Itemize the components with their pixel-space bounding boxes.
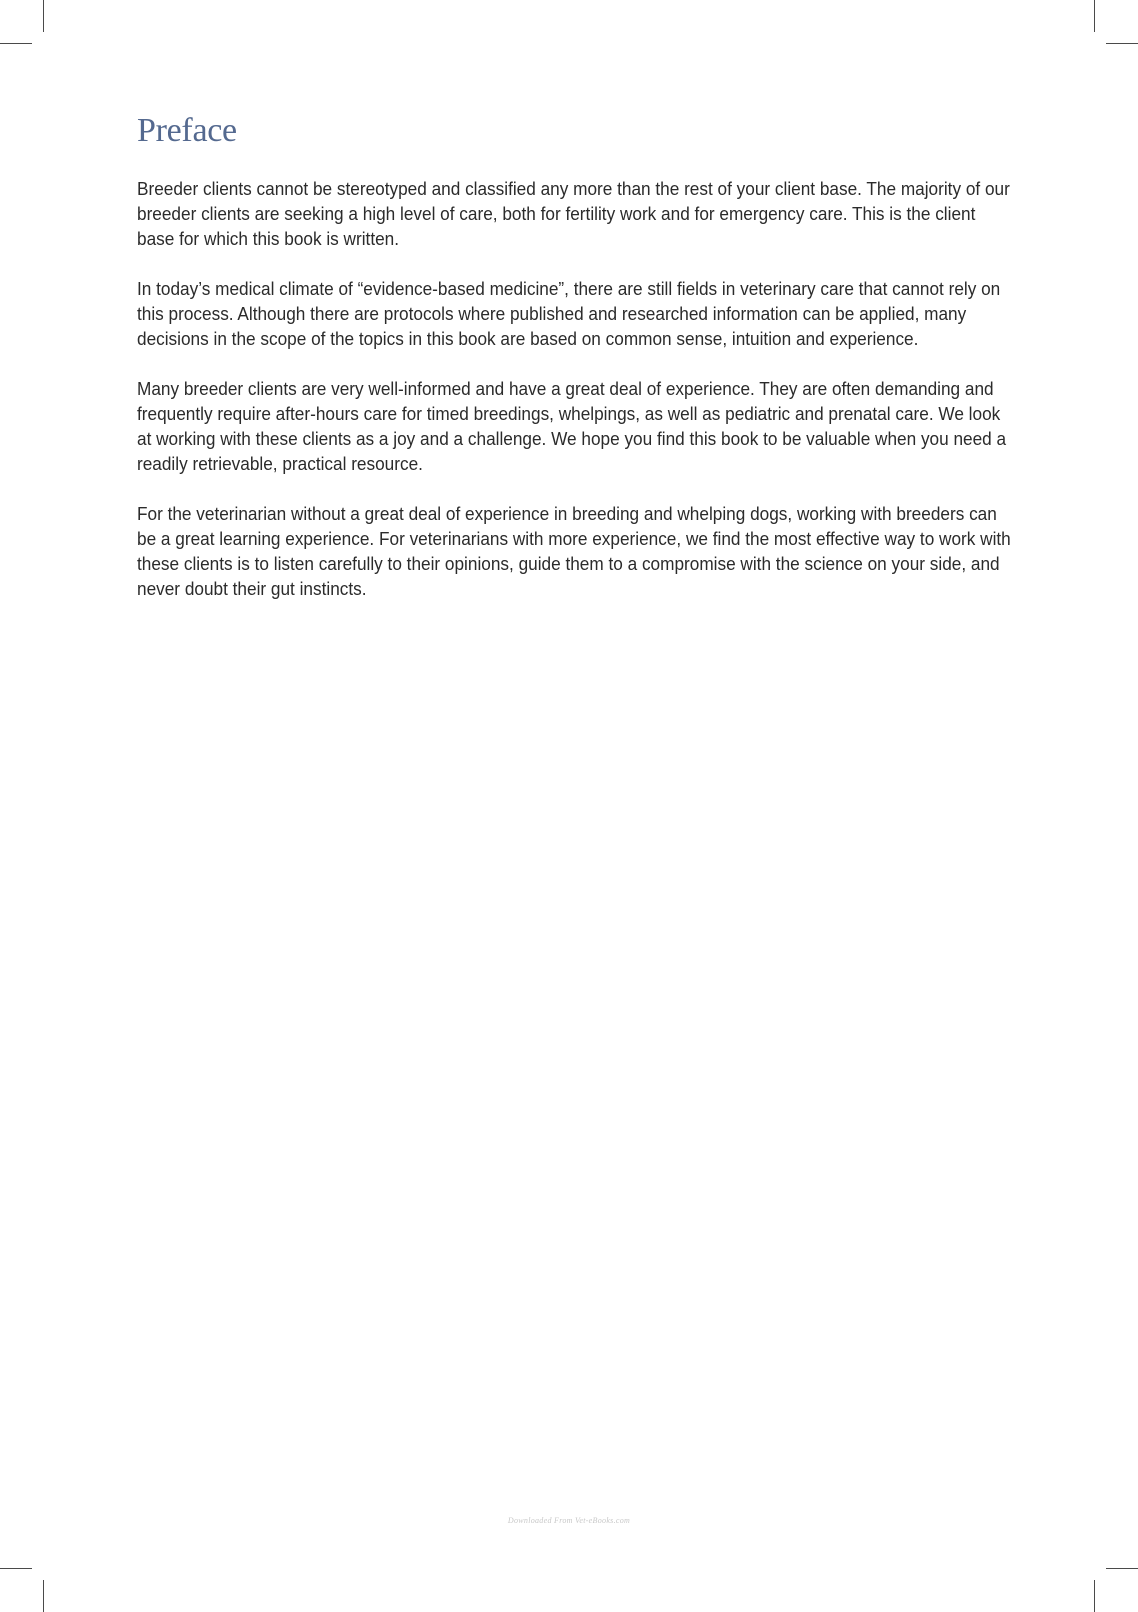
crop-mark-bottom-right-horizontal bbox=[1106, 1568, 1138, 1569]
paragraph-4: For the veterinarian without a great deal of experience in breeding and whelping dogs, working with breeders can be a great learning experience. For veterinarians with more experience, we find the most effective way to work with these clients is to listen carefully to their opinions, guide them to a compromise with the science on your side, and never doubt their gut instincts. bbox=[137, 503, 1011, 599]
crop-mark-top-right-horizontal bbox=[1106, 43, 1138, 44]
paragraph-3: Many breeder clients are very well-informed and have a great deal of experience. They are often demanding and frequently require after-hours care for timed breedings, whelpings, as well as pediatric and prenatal care. We look at working with these clients as a joy and a challenge. We hope you find this book to be valuable when you need a readily retrievable, practical resource. bbox=[137, 378, 1007, 474]
paragraph-2: In today’s medical climate of “evidence-based medicine”, there are still fields in veterinary care that cannot rely on this process. Although there are protocols where published and researched information can be applied, many decisions in the scope of the topics in this book are based on common sense, intuition and experience. bbox=[137, 278, 1001, 349]
crop-mark-bottom-left-horizontal bbox=[0, 1568, 32, 1569]
crop-mark-top-left-vertical bbox=[43, 0, 44, 32]
crop-mark-bottom-left-vertical bbox=[43, 1580, 44, 1612]
crop-mark-bottom-right-vertical bbox=[1094, 1580, 1095, 1612]
page-title: Preface bbox=[137, 112, 237, 149]
crop-mark-top-right-vertical bbox=[1094, 0, 1095, 32]
preface-body bbox=[137, 176, 1017, 626]
paragraph-1: Breeder clients cannot be stereotyped and classified any more than the rest of your client base. The majority of our breeder clients are seeking a high level of care, both for fertility work and for emergency care. This is the client base for which this book is written. bbox=[137, 178, 1010, 249]
download-watermark: Downloaded From Vet-eBooks.com bbox=[507, 1516, 631, 1525]
crop-mark-top-left-horizontal bbox=[0, 43, 32, 44]
